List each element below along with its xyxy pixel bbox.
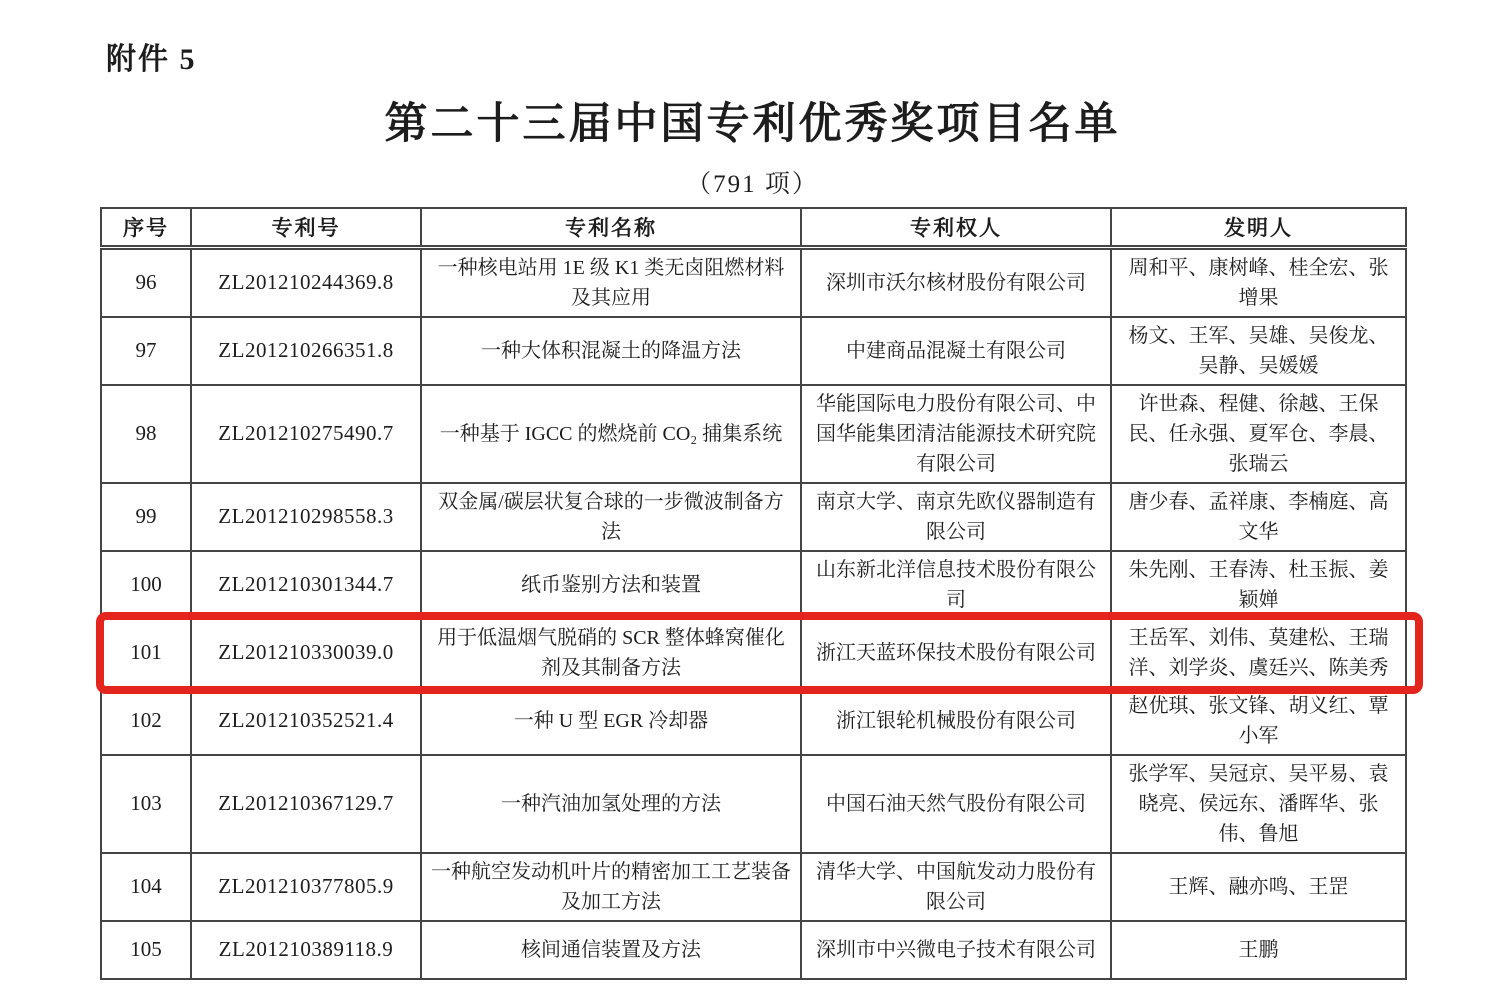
cell-inventors: 王岳军、刘伟、莫建松、王瑞洋、刘学炎、虞廷兴、陈美秀 bbox=[1111, 619, 1406, 687]
cell-patent-number: ZL201210352521.4 bbox=[191, 687, 421, 755]
cell-patent-number: ZL201210330039.0 bbox=[191, 619, 421, 687]
cell-patent-number: ZL201210266351.8 bbox=[191, 317, 421, 385]
cell-serial-number: 97 bbox=[101, 317, 191, 385]
cell-patent-name: 一种基于 IGCC 的燃烧前 CO₂ 捕集系统 bbox=[421, 385, 801, 483]
cell-patent-number: ZL201210244369.8 bbox=[191, 248, 421, 318]
column-header-inventors: 发明人 bbox=[1111, 208, 1406, 248]
cell-serial-number: 96 bbox=[101, 248, 191, 318]
cell-patent-number: ZL201210377805.9 bbox=[191, 853, 421, 921]
cell-serial-number: 104 bbox=[101, 853, 191, 921]
cell-serial-number: 101 bbox=[101, 619, 191, 687]
patent-award-table bbox=[100, 207, 1407, 980]
cell-patent-name: 一种航空发动机叶片的精密加工工艺装备及加工方法 bbox=[421, 853, 801, 921]
cell-inventors: 赵优琪、张文锋、胡义红、覃小军 bbox=[1111, 687, 1406, 755]
cell-patent-number: ZL201210298558.3 bbox=[191, 483, 421, 551]
cell-inventors: 周和平、康树峰、桂全宏、张增果 bbox=[1111, 248, 1406, 318]
table-row bbox=[101, 853, 1406, 921]
cell-patentee: 山东新北洋信息技术股份有限公司 bbox=[801, 551, 1111, 619]
cell-serial-number: 99 bbox=[101, 483, 191, 551]
cell-patent-name: 核间通信装置及方法 bbox=[421, 921, 801, 979]
cell-patentee: 浙江天蓝环保技术股份有限公司 bbox=[801, 619, 1111, 687]
table-row bbox=[101, 687, 1406, 755]
cell-patent-name: 一种汽油加氢处理的方法 bbox=[421, 755, 801, 853]
cell-inventors: 杨文、王军、吴雄、吴俊龙、吴静、吴媛媛 bbox=[1111, 317, 1406, 385]
cell-patent-name: 一种核电站用 1E 级 K1 类无卤阻燃材料及其应用 bbox=[421, 248, 801, 318]
cell-patentee: 清华大学、中国航发动力股份有限公司 bbox=[801, 853, 1111, 921]
table-row bbox=[101, 921, 1406, 979]
cell-inventors: 朱先刚、王春涛、杜玉振、姜颖婵 bbox=[1111, 551, 1406, 619]
cell-patentee: 中建商品混凝土有限公司 bbox=[801, 317, 1111, 385]
cell-patent-number: ZL201210275490.7 bbox=[191, 385, 421, 483]
cell-patentee: 华能国际电力股份有限公司、中国华能集团清洁能源技术研究院有限公司 bbox=[801, 385, 1111, 483]
column-header-patent-name: 专利名称 bbox=[421, 208, 801, 248]
cell-inventors: 张学军、吴冠京、吴平易、袁晓亮、侯远东、潘晖华、张伟、鲁旭 bbox=[1111, 755, 1406, 853]
page-title: 第二十三届中国专利优秀奖项目名单 bbox=[384, 101, 1121, 148]
cell-patentee: 深圳市中兴微电子技术有限公司 bbox=[801, 921, 1111, 979]
cell-serial-number: 103 bbox=[101, 755, 191, 853]
cell-patentee: 深圳市沃尔核材股份有限公司 bbox=[801, 248, 1111, 318]
attachment-label: 附件 5 bbox=[106, 43, 197, 76]
cell-serial-number: 105 bbox=[101, 921, 191, 979]
cell-patentee: 浙江银轮机械股份有限公司 bbox=[801, 687, 1111, 755]
table-header-row bbox=[101, 208, 1406, 248]
cell-serial-number: 100 bbox=[101, 551, 191, 619]
cell-patent-number: ZL201210389118.9 bbox=[191, 921, 421, 979]
column-header-serial: 序号 bbox=[101, 208, 191, 248]
table-row bbox=[101, 755, 1406, 853]
column-header-patent-number: 专利号 bbox=[191, 208, 421, 248]
table-row bbox=[101, 248, 1406, 318]
cell-inventors: 许世森、程健、徐越、王保民、任永强、夏军仓、李晨、张瑞云 bbox=[1111, 385, 1406, 483]
table-row bbox=[101, 619, 1406, 687]
item-count-subtitle: （791 项） bbox=[686, 171, 819, 198]
cell-serial-number: 102 bbox=[101, 687, 191, 755]
table-row bbox=[101, 483, 1406, 551]
cell-patent-number: ZL201210367129.7 bbox=[191, 755, 421, 853]
table-row bbox=[101, 385, 1406, 483]
cell-patentee: 中国石油天然气股份有限公司 bbox=[801, 755, 1111, 853]
cell-patent-name: 纸币鉴别方法和装置 bbox=[421, 551, 801, 619]
cell-patentee: 南京大学、南京先欧仪器制造有限公司 bbox=[801, 483, 1111, 551]
cell-patent-name: 一种 U 型 EGR 冷却器 bbox=[421, 687, 801, 755]
table-row bbox=[101, 551, 1406, 619]
cell-serial-number: 98 bbox=[101, 385, 191, 483]
cell-patent-name: 用于低温烟气脱硝的 SCR 整体蜂窝催化剂及其制备方法 bbox=[421, 619, 801, 687]
column-header-patentee: 专利权人 bbox=[801, 208, 1111, 248]
table-row bbox=[101, 317, 1406, 385]
cell-inventors: 王鹏 bbox=[1111, 921, 1406, 979]
cell-inventors: 唐少春、孟祥康、李楠庭、高文华 bbox=[1111, 483, 1406, 551]
cell-patent-name: 一种大体积混凝土的降温方法 bbox=[421, 317, 801, 385]
cell-patent-name: 双金属/碳层状复合球的一步微波制备方法 bbox=[421, 483, 801, 551]
cell-inventors: 王辉、融亦鸣、王罡 bbox=[1111, 853, 1406, 921]
cell-patent-number: ZL201210301344.7 bbox=[191, 551, 421, 619]
